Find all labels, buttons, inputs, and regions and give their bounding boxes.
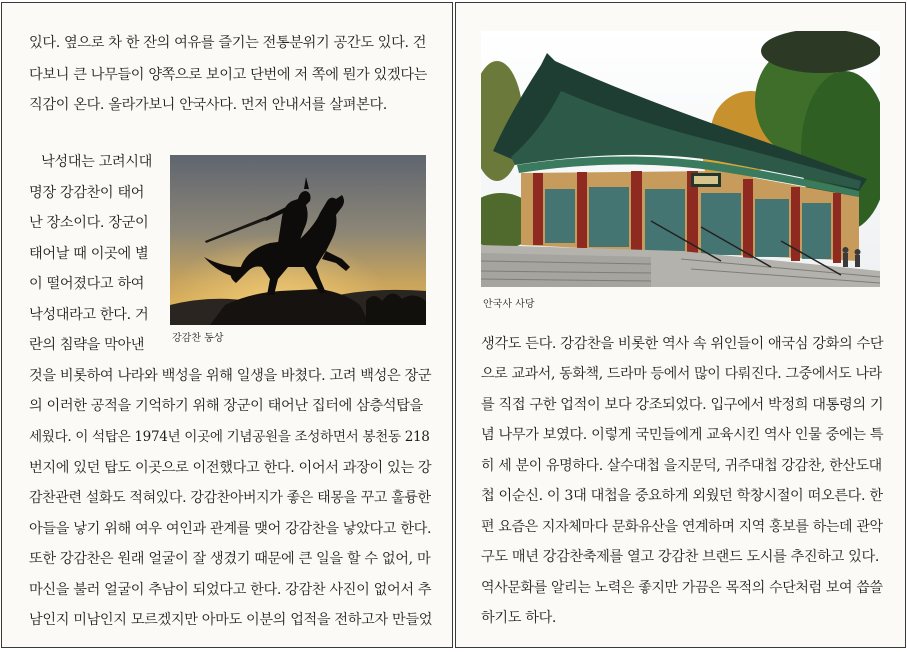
left-text-line: 있다. 옆으로 차 한 잔의 여유를 즐기는 전통분위기 공간도 있다. 건 xyxy=(29,35,427,51)
left-text-line: 란의 침략을 막아낸 xyxy=(29,337,145,353)
statue-photo-caption: 강감찬 동상 xyxy=(172,333,224,344)
left-text-line: 태어날 때 이곳에 별 xyxy=(29,246,149,262)
right-text-line: 념 나무가 보였다. 이렇게 국민들에게 교육시킨 역사 인물 중에는 특 xyxy=(481,427,884,443)
right-text-line: 히 세 분이 유명하다. 살수대첩 을지문덕, 귀주대첩 강감찬, 한산도대 xyxy=(481,458,882,474)
left-text-line: 감찬관련 설화도 적혀있다. 강감찬아버지가 좋은 태몽을 꾸고 훌륭한 xyxy=(29,490,431,506)
left-text-line: 낙성대라고 한다. 거 xyxy=(29,307,149,323)
left-text-line: 아들을 낳기 위해 여우 여인과 관계를 맺어 강감찬을 낳았다고 한다. xyxy=(29,521,432,537)
left-text-line: 세웠다. 이 석탑은 1974년 이곳에 기념공원을 조성하면서 봉천동 218 xyxy=(29,429,430,445)
shrine-photo xyxy=(481,31,880,287)
left-text-line: 남인지 미남인지 모르겠지만 아마도 이분의 업적을 전하고자 만들었 xyxy=(29,612,433,628)
right-text-line: 하기도 하다. xyxy=(481,610,557,626)
left-text-line: 명장 강감찬이 태어 xyxy=(29,185,145,201)
right-text-line: 역사문화를 알리는 노력은 좋지만 가끔은 목적의 수단처럼 보여 씁쓸 xyxy=(481,580,883,596)
left-text-line: 것을 비롯하여 나라와 백성을 위해 일생을 바쳤다. 고려 백성은 장군 xyxy=(29,368,432,384)
right-text-line: 를 직접 구한 업적이 보다 강조되었다. 입구에서 박정희 대통령의 기 xyxy=(481,397,884,413)
right-text-line: 으로 교과서, 동화책, 드라마 등에서 많이 다뤄진다. 그중에서도 나라 xyxy=(481,366,882,382)
left-text-line: 또한 강감찬은 원래 얼굴이 잘 생겼기 때문에 큰 일을 할 수 없어, 마 xyxy=(29,551,431,567)
left-text-line: 난 장소이다. 장군이 xyxy=(29,215,149,231)
right-page xyxy=(455,2,906,648)
shrine-photo-caption: 안국사 사당 xyxy=(483,299,535,310)
right-text-line: 생각도 든다. 강감찬을 비롯한 역사 속 위인들이 애국심 강화의 수단 xyxy=(481,336,884,352)
left-text-line: 의 이러한 공적을 기억하기 위해 장군이 태어난 집터에 삼층석탑을 xyxy=(29,398,423,414)
equestrian-statue-silhouette-icon xyxy=(170,155,426,325)
korean-shrine-building-icon xyxy=(481,31,880,287)
right-text-line: 첩 이순신. 이 3대 대첩을 중요하게 외웠던 학창시절이 떠오른다. 한 xyxy=(481,488,883,504)
right-text-line: 편 요즘은 지자체마다 문화유산을 연계하며 지역 홍보를 하는데 관악 xyxy=(481,519,883,535)
right-text-line: 구도 매년 강감찬축제를 열고 강감찬 브랜드 도시를 추진하고 있다. xyxy=(481,549,880,565)
left-text-line: 마신을 불러 얼굴이 추남이 되었다고 한다. 강감찬 사진이 없어서 추 xyxy=(29,582,432,598)
left-text-line: 다보니 큰 나무들이 양쪽으로 보이고 단번에 저 쪽에 뭔가 있겠다는 xyxy=(29,67,428,83)
left-text-line: 낙성대는 고려시대 xyxy=(41,154,153,170)
statue-photo xyxy=(170,155,426,325)
left-page xyxy=(1,2,453,648)
left-text-line: 이 떨어졌다고 하여 xyxy=(29,276,145,292)
left-text-line: 직감이 온다. 올라가보니 안국사다. 먼저 안내서를 살펴본다. xyxy=(29,97,387,113)
left-text-line: 번지에 있던 탑도 이곳으로 이전했다고 한다. 이어서 과장이 있는 강 xyxy=(29,460,432,476)
